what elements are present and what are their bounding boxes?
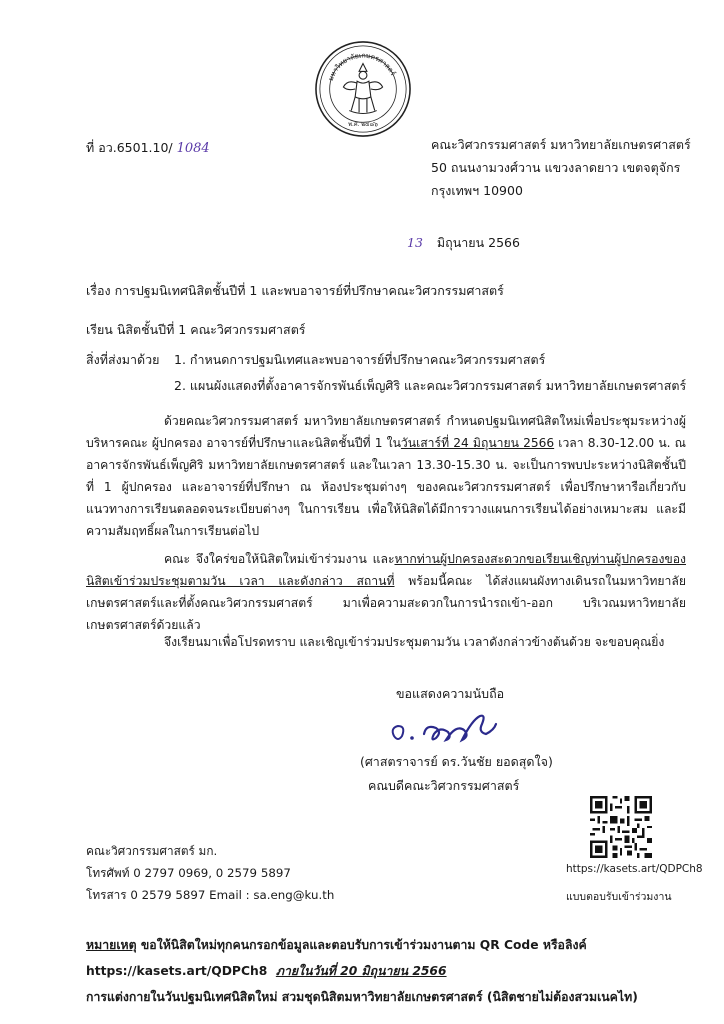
- note-url[interactable]: https://kasets.art/QDPCh8: [86, 964, 268, 978]
- seal-arc-text: มหาวิทยาลัยเกษตรศาสตร์: [326, 51, 397, 82]
- body-paragraph-3: [86, 631, 686, 653]
- note-text-1: ขอให้นิสิตใหม่ทุกคนกรอกข้อมูลและตอบรับการเข้าร่วมงานตาม QR Code หรือลิงค์: [136, 938, 587, 952]
- note-dress-code: การแต่งกายในวันปฐมนิเทศนิสิตใหม่ สวมชุดนิสิตมหาวิทยาลัยเกษตรศาสตร์ (นิสิตชายไม่ต้องสวมเนคไท): [86, 990, 638, 1004]
- letter-date: [407, 233, 520, 253]
- address-line: คณะวิศวกรรมศาสตร์ มหาวิทยาลัยเกษตรศาสตร์: [431, 137, 691, 152]
- body-paragraph-2: [86, 548, 686, 636]
- signer-position: คณบดีคณะวิศวกรรมศาสตร์: [368, 778, 520, 793]
- address-line: กรุงเทพฯ 10900: [431, 183, 523, 198]
- closing-respect: ขอแสดงความนับถือ: [396, 686, 505, 701]
- sender-address: [431, 133, 691, 202]
- address-line: 50 ถนนงามวงศ์วาน แขวงลาดยาว เขตจตุจักร: [431, 160, 681, 175]
- p1-text-b: เวลา 8.30-12.00 น. ณ อาคารจักรพันธ์เพ็ญศิริ มหาวิทยาลัยเกษตรศาสตร์ และในเวลา 13.30-15.30 น. จะเป็นการพบปะระหว่างนิสิตชั้นปีที่ 1 ผู้ปกครอง และอาจารย์ที่ปรึกษา ณ ห้องประชุมต่างๆ ของคณะวิศวกรรมศาสตร์ เพื่อปรึกษาหารือเกี่ยวกับแนวทางการเรียนตลอดจนระเบียบต่างๆ ในการเรียน เพื่อให้นิสิตได้มีการวางแผนการเรียนได้อย่างเหมาะสม และมีความสัมฤทธิ์ผลในการเรียนต่อไป: [86, 436, 686, 538]
- reference-prefix: ที่ อว.6501.10/: [86, 140, 173, 155]
- p2-text-b: พร้อมนี้คณะ ได้ส่งแผนผังทางเดินรถในมหาวิทยาลัยเกษตรศาสตร์และที่ตั้งคณะวิศวกรรมศาสตร์ มาเพื่อความสะดวกในการนำรถเข้า-ออก บริเวณมหาวิทยาลัยเกษตรศาสตร์ด้วยแล้ว: [86, 574, 687, 632]
- recipient-line: เรียน นิสิตชั้นปีที่ 1 คณะวิศวกรรมศาสตร์: [86, 322, 306, 337]
- handwritten-signature: [386, 706, 506, 750]
- date-handwritten-day: 13: [407, 235, 423, 250]
- p2-text-a: คณะ จึงใคร่ขอให้นิสิตใหม่เข้าร่วมงาน และ: [164, 552, 395, 566]
- qr-code-icon[interactable]: [590, 796, 652, 858]
- date-month-year: มิถุนายน 2566: [436, 235, 520, 250]
- signer-name: (ศาสตราจารย์ ดร.วันชัย ยอดสุดใจ): [360, 754, 553, 769]
- reference-handwritten-number: 1084: [176, 141, 210, 156]
- university-seal-logo: [314, 40, 412, 138]
- qr-url[interactable]: https://kasets.art/QDPCh8: [566, 863, 703, 875]
- enclosure-item: 1. กำหนดการปฐมนิเทศและพบอาจารย์ที่ปรึกษาคณะวิศวกรรมศาสตร์: [174, 352, 546, 367]
- parent-invite-underlined: หากท่านผู้ปกครองสะดวกขอเรียนเชิญท่านผู้ปกครองของนิสิตเข้าร่วมประชุมตามวัน เวลา และดังกล่าว สถานที่: [86, 552, 686, 588]
- seal-year-text: พ.ศ. ๒๔๘๖: [348, 122, 378, 129]
- p3-text: จึงเรียนมาเพื่อโปรดทราบ และเชิญเข้าร่วมประชุมตามวัน เวลาดังกล่าวข้างต้นด้วย จะขอบคุณยิ่ง: [164, 635, 665, 649]
- event-date-underlined: วันเสาร์ที่ 24 มิถุนายน 2566: [400, 436, 555, 450]
- subject-line: เรื่อง การปฐมนิเทศนิสิตชั้นปีที่ 1 และพบอาจารย์ที่ปรึกษาคณะวิศวกรรมศาสตร์: [86, 283, 504, 298]
- body-paragraph-1: [86, 410, 686, 542]
- footer-phone: โทรศัพท์ 0 2797 0969, 0 2579 5897: [86, 866, 291, 880]
- qr-caption: แบบตอบรับเข้าร่วมงาน: [566, 891, 672, 903]
- note-line-1: [86, 936, 587, 955]
- note-label: หมายเหตุ: [86, 938, 137, 952]
- enclosure-item: 2. แผนผังแสดงที่ตั้งอาคารจักรพันธ์เพ็ญศิริ และคณะวิศวกรรมศาสตร์ มหาวิทยาลัยเกษตรศาสตร์: [174, 378, 687, 393]
- note-line-2: [86, 962, 447, 981]
- reference-number: [86, 138, 210, 158]
- enclosures-label: สิ่งที่ส่งมาด้วย: [86, 352, 160, 367]
- note-deadline: ภายในวันที่ 20 มิถุนายน 2566: [275, 964, 447, 978]
- footer-fax-email: โทรสาร 0 2579 5897 Email : sa.eng@ku.th: [86, 888, 335, 902]
- p1-text-a: ด้วยคณะวิศวกรรมศาสตร์ มหาวิทยาลัยเกษตรศาสตร์ กำหนดปฐมนิเทศนิสิตใหม่เพื่อประชุมระหว่างผู้บริหารคณะ ผู้ปกครอง อาจารย์ที่ปรึกษาและนิสิตชั้นปีที่ 1 ใน: [86, 414, 686, 450]
- footer-org: คณะวิศวกรรมศาสตร์ มก.: [86, 844, 218, 858]
